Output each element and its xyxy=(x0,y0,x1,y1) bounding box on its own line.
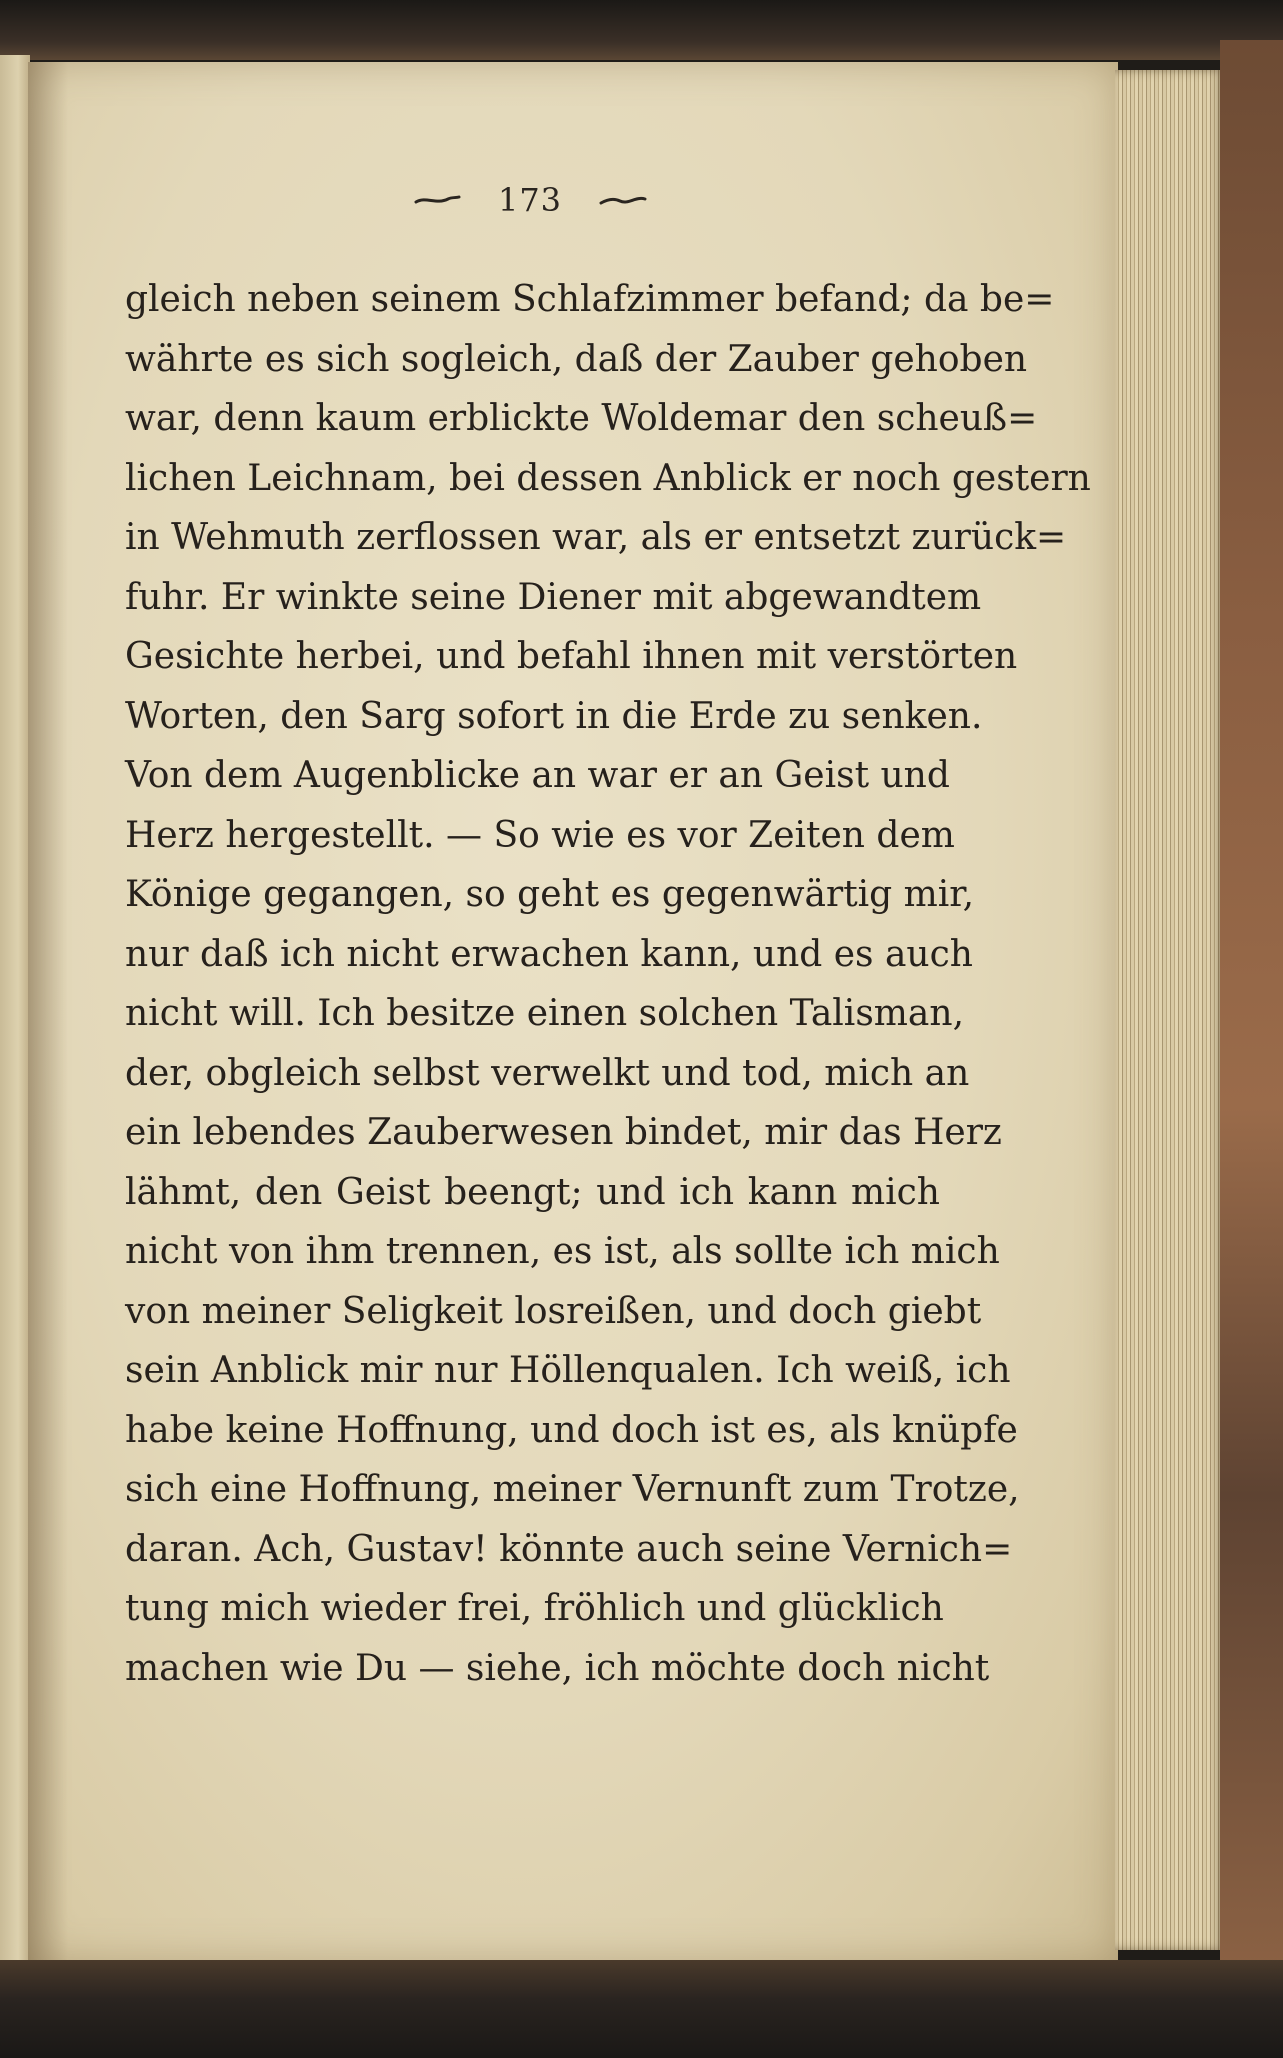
facing-page-edge xyxy=(0,55,30,1975)
text-line: ein lebendes Zauberwesen bindet, mir das Herz xyxy=(125,1112,1002,1153)
text-line: Könige gegangen, so geht es gegenwärtig mir, xyxy=(125,874,975,915)
text-line: Von dem Augenblicke an war er an Geist und xyxy=(125,755,950,796)
body-text xyxy=(125,270,1091,1698)
text-line: habe keine Hoffnung, und doch ist es, als knüpfe xyxy=(125,1409,1018,1451)
text-line: fuhr. Er winkte seine Diener mit abgewandtem xyxy=(125,576,982,618)
book-cover-edge xyxy=(1220,40,1283,1980)
text-line: lichen Leichnam, bei dessen Anblick er noch gestern xyxy=(125,457,1091,499)
left-ornament-icon xyxy=(414,193,460,207)
text-line: gleich neben seinem Schlafzimmer befand; da be= xyxy=(125,279,1055,320)
text-line: von meiner Seligkeit losreißen, und doch giebt xyxy=(125,1290,982,1332)
text-line: nicht will. Ich besitze einen solchen Talisman, xyxy=(125,993,965,1034)
text-line: nur daß ich nicht erwachen kann, und es auch xyxy=(125,933,973,975)
page-gutter-shadow xyxy=(28,62,68,1962)
text-line: in Wehmuth zerflossen war, als er entsetzt zurück= xyxy=(125,517,1067,558)
text-line: daran. Ach, Gustav! könnte auch seine Vernich= xyxy=(125,1528,1013,1570)
book-edge-top xyxy=(0,0,1283,60)
text-line: machen wie Du — siehe, ich möchte doch nicht xyxy=(125,1647,990,1689)
page-number: 173 xyxy=(497,181,563,219)
text-line: währte es sich sogleich, daß der Zauber gehoben xyxy=(125,338,1028,380)
text-line: der, obgleich selbst verwelkt und tod, mich an xyxy=(125,1052,970,1094)
text-line: Worten, den Sarg sofort in die Erde zu senken. xyxy=(125,695,983,737)
page-stack-edge xyxy=(1115,70,1225,1950)
text-line: Gesichte herbei, und befahl ihnen mit verstörten xyxy=(125,636,1018,677)
text-line: sein Anblick mir nur Höllenqualen. Ich weiß, ich xyxy=(125,1350,1011,1391)
page-header xyxy=(400,175,660,225)
text-line: sich eine Hoffnung, meiner Vernunft zum Trotze, xyxy=(125,1469,1020,1510)
text-line: nicht von ihm trennen, es ist, als sollte ich mich xyxy=(125,1231,1000,1272)
right-ornament-icon xyxy=(600,193,646,207)
book-edge-bottom xyxy=(0,1960,1283,2058)
text-line: lähmt, den Geist beengt; und ich kann mich xyxy=(125,1171,940,1213)
text-line: Herz hergestellt. — So wie es vor Zeiten dem xyxy=(125,814,955,856)
text-line: tung mich wieder frei, fröhlich und glücklich xyxy=(125,1588,944,1629)
text-line: war, denn kaum erblickte Woldemar den scheuß= xyxy=(125,398,1038,439)
